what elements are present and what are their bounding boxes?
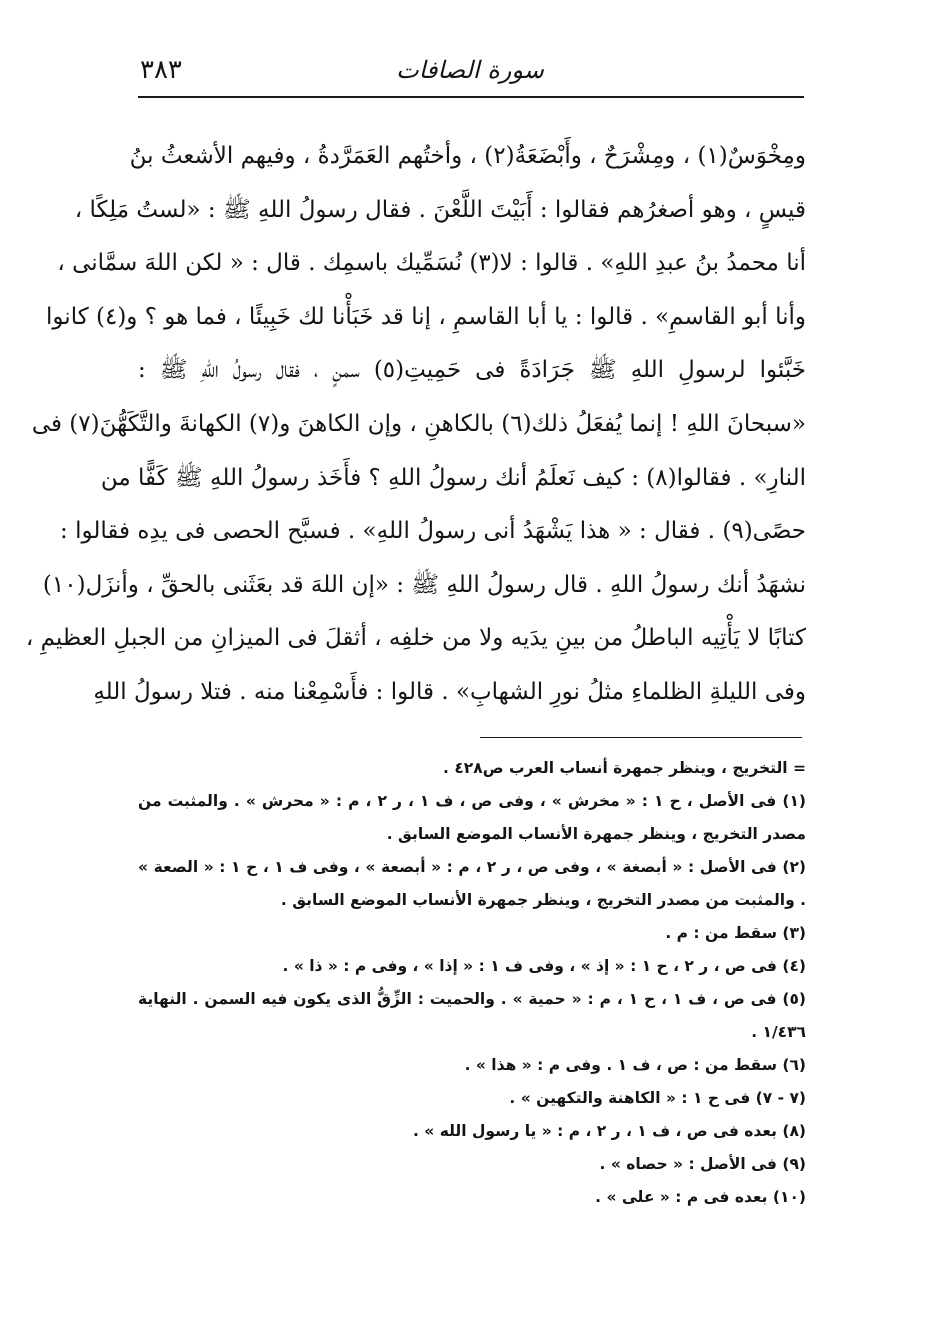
text-line: ومِخْوَسٌ(١) ، ومِشْرَحٌ ، وأَبْضَعَةُ(٢) ، وأختُهم العَمَرَّدةُ ، وفيهم الأشعثُ بنُ — [129, 143, 806, 169]
text-line: حصًى(٩) . فقال : « هذا يَشْهَدُ أنى رسولُ اللهِ» . فسبَّح الحصى فى يدِه فقالوا : — [60, 518, 806, 545]
text-line: نشهَدُ أنك رسولُ اللهِ . قال رسولُ اللهِ ﷺ : «إن اللهَ قد بعَثَنى بالحقِّ ، وأنزَل(١٠) — [42, 571, 806, 598]
text-line: وأنا أبو القاسمِ» . قالوا : يا أبا القاسمِ ، إنا قد خَبَأْنا لك خَبِيئًا ، فما هو ؟ و(٤) كانوا — [46, 303, 806, 330]
text-line: خَبَّئوا لرسولِ اللهِ ﷺ جَرَادَةً فى حَمِيتِ(٥) سمنٍ ، فقال رسولُ اللهِ ﷺ : — [138, 357, 806, 384]
footnote-2: (٢) فى الأصل : « أبصغة » ، وفى ص ، ر ٢ ، م : « أبصعة » ، وفى ف ١ ، ح ١ : « الصعة » . والمثبت من مصدر التخريج ، وينظر جمهرة الأنساب الموضع السابق . — [138, 858, 806, 909]
footnote-8: (٨) بعده فى ص ، ف ١ ، ر ٢ ، م : « يا رسول الله » . — [413, 1122, 806, 1140]
text-line: النارِ» . فقالوا(٨) : كيف نَعلَمُ أنك رسولُ اللهِ ؟ فأَخَذ رسولُ اللهِ ﷺ كَفًّا من — [100, 464, 806, 491]
header-divider — [138, 96, 804, 98]
footnotes — [138, 752, 806, 1214]
footnote-6: (٦) سقط من : ص ، ف ١ . وفى م : « هذا » . — [464, 1056, 806, 1074]
text-line: «سبحانَ اللهِ ! إنما يُفعَلُ ذلك(٦) بالكاهنِ ، وإن الكاهنَ و(٧) الكهانةَ والتَّكَهُّنَ(٧) فى — [31, 410, 806, 437]
text-line: كتابًا لا يَأْتِيه الباطلُ من بينِ يدَيه ولا من خلفِه ، أثقلَ فى الميزانِ من الجبلِ العظيمِ ، — [25, 625, 806, 652]
footnote-5: (٥) فى ص ، ف ١ ، ح ١ ، م : « حمية » . والحميت : الزِّقُّ الذى يكون فيه السمن . النهاية ١/٤٣٦ . — [138, 990, 807, 1041]
footnote-1: (١) فى الأصل ، ح ١ : « مخرش » ، وفى ص ، ف ١ ، ر ٢ ، م : « محرش » . والمثبت من مصدر التخريج ، وينظر جمهرة الأنساب الموضع السابق . — [138, 792, 806, 843]
footnote-continuation: = التخريج ، وينظر جمهرة أنساب العرب ص٤٢٨ . — [443, 759, 806, 777]
text-line: وفى الليلةِ الظلماءِ مثلُ نورِ الشهابِ» . قالوا : فأَسْمِعْنا منه . فتلا رسولُ اللهِ — [93, 678, 806, 705]
page-header — [140, 52, 800, 92]
text-line: أنا محمدُ بنُ عبدِ اللهِ» . قالوا : لا(٣) نُسَمِّيك باسمِك . قال : « لكن اللهَ سمَّانى ، — [57, 250, 806, 277]
footnote-3: (٣) سقط من : م . — [665, 924, 806, 942]
footnote-7: (٧ - ٧) فى ح ١ : « الكاهنة والتكهين » . — [509, 1089, 806, 1107]
footnote-divider — [480, 737, 802, 738]
surah-title: سورة الصافات — [396, 56, 544, 84]
page-number: ٣٨٣ — [140, 55, 182, 85]
main-text — [25, 130, 806, 720]
footnote-4: (٤) فى ص ، ر ٢ ، ح ١ : « إذ » ، وفى ف ١ : « إذا » ، وفى م : « ذا » . — [282, 957, 806, 975]
text-line: قيسٍ ، وهو أصغرُهم فقالوا : أَبَيْتَ اللَّعْنَ . فقال رسولُ اللهِ ﷺ : «لستُ مَلِكًا ، — [74, 196, 806, 223]
footnote-10: (١٠) بعده فى م : « على » . — [595, 1188, 806, 1206]
footnote-9: (٩) فى الأصل : « حصاه » . — [599, 1155, 806, 1173]
